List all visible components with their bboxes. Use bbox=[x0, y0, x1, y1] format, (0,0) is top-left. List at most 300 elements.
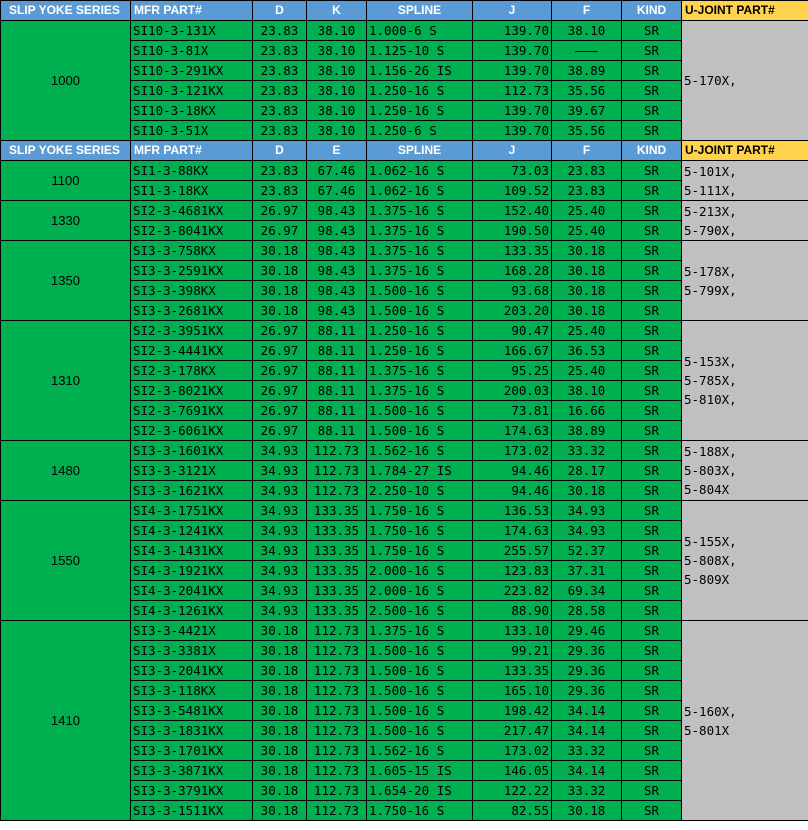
d-cell: 34.93 bbox=[253, 601, 307, 621]
f-cell: 34.14 bbox=[552, 761, 622, 781]
mfr-part-cell: SI1-3-88KX bbox=[131, 161, 253, 181]
k-e-cell: 38.10 bbox=[307, 101, 367, 121]
f-cell: 37.31 bbox=[552, 561, 622, 581]
f-cell: 30.18 bbox=[552, 281, 622, 301]
mfr-part-cell: SI2-3-178KX bbox=[131, 361, 253, 381]
j-cell: 146.05 bbox=[473, 761, 552, 781]
j-cell: 223.82 bbox=[473, 581, 552, 601]
f-cell: 23.83 bbox=[552, 161, 622, 181]
j-cell: 174.63 bbox=[473, 421, 552, 441]
f-cell: 25.40 bbox=[552, 321, 622, 341]
d-cell: 30.18 bbox=[253, 781, 307, 801]
k-e-cell: 112.73 bbox=[307, 441, 367, 461]
j-cell: 88.90 bbox=[473, 601, 552, 621]
kind-cell: SR bbox=[622, 201, 682, 221]
k-e-cell: 133.35 bbox=[307, 541, 367, 561]
d-cell: 23.83 bbox=[253, 121, 307, 141]
table-row bbox=[1, 201, 808, 221]
f-cell: 25.40 bbox=[552, 201, 622, 221]
j-cell: 139.70 bbox=[473, 41, 552, 61]
spline-cell: 1.500-16 S bbox=[367, 281, 473, 301]
mfr-part-cell: SI3-3-118KX bbox=[131, 681, 253, 701]
ujoint-part-number: 5-803X, bbox=[684, 463, 737, 478]
j-cell: 123.83 bbox=[473, 561, 552, 581]
mfr-part-cell: SI4-3-1241KX bbox=[131, 521, 253, 541]
spline-cell: 1.375-16 S bbox=[367, 201, 473, 221]
f-cell: ——— bbox=[552, 41, 622, 61]
spec-table-body bbox=[1, 1, 808, 821]
d-cell: 23.83 bbox=[253, 41, 307, 61]
d-cell: 26.97 bbox=[253, 401, 307, 421]
mfr-part-cell: SI3-3-2041KX bbox=[131, 661, 253, 681]
series-cell: 1410 bbox=[1, 621, 131, 821]
header-kind: KIND bbox=[622, 1, 682, 21]
series-cell: 1350 bbox=[1, 241, 131, 321]
spline-cell: 1.500-16 S bbox=[367, 301, 473, 321]
f-cell: 28.17 bbox=[552, 461, 622, 481]
spline-cell: 1.375-16 S bbox=[367, 361, 473, 381]
ujoint-part-cell bbox=[682, 21, 808, 141]
d-cell: 34.93 bbox=[253, 561, 307, 581]
ujoint-part-cell bbox=[682, 501, 808, 621]
k-e-cell: 38.10 bbox=[307, 41, 367, 61]
mfr-part-cell: SI10-3-131X bbox=[131, 21, 253, 41]
f-cell: 25.40 bbox=[552, 221, 622, 241]
spline-cell: 2.000-16 S bbox=[367, 561, 473, 581]
mfr-part-cell: SI3-3-5481KX bbox=[131, 701, 253, 721]
k-e-cell: 88.11 bbox=[307, 321, 367, 341]
k-e-cell: 133.35 bbox=[307, 601, 367, 621]
j-cell: 217.47 bbox=[473, 721, 552, 741]
f-cell: 34.14 bbox=[552, 721, 622, 741]
d-cell: 26.97 bbox=[253, 201, 307, 221]
kind-cell: SR bbox=[622, 541, 682, 561]
k-e-cell: 133.35 bbox=[307, 581, 367, 601]
ujoint-part-cell bbox=[682, 201, 808, 241]
f-cell: 16.66 bbox=[552, 401, 622, 421]
spline-cell: 1.750-16 S bbox=[367, 541, 473, 561]
kind-cell: SR bbox=[622, 741, 682, 761]
d-cell: 23.83 bbox=[253, 21, 307, 41]
header-mfr-part: MFR PART# bbox=[131, 141, 253, 161]
kind-cell: SR bbox=[622, 441, 682, 461]
ujoint-part-number: 5-801X bbox=[684, 722, 730, 738]
header-f: F bbox=[552, 141, 622, 161]
spline-cell: 1.500-16 S bbox=[367, 661, 473, 681]
ujoint-part-number: 5-178X, bbox=[684, 263, 737, 279]
kind-cell: SR bbox=[622, 561, 682, 581]
ujoint-part-cell bbox=[682, 621, 808, 821]
mfr-part-cell: SI4-3-1431KX bbox=[131, 541, 253, 561]
kind-cell: SR bbox=[622, 421, 682, 441]
spline-cell: 1.000-6 S bbox=[367, 21, 473, 41]
d-cell: 30.18 bbox=[253, 761, 307, 781]
kind-cell: SR bbox=[622, 781, 682, 801]
k-e-cell: 98.43 bbox=[307, 221, 367, 241]
k-e-cell: 88.11 bbox=[307, 341, 367, 361]
kind-cell: SR bbox=[622, 161, 682, 181]
mfr-part-cell: SI4-3-1261KX bbox=[131, 601, 253, 621]
kind-cell: SR bbox=[622, 41, 682, 61]
spline-cell: 1.500-16 S bbox=[367, 701, 473, 721]
spline-cell: 2.500-16 S bbox=[367, 601, 473, 621]
k-e-cell: 112.73 bbox=[307, 761, 367, 781]
k-e-cell: 88.11 bbox=[307, 381, 367, 401]
spline-cell: 1.750-16 S bbox=[367, 501, 473, 521]
table-row bbox=[1, 621, 808, 641]
header-slip-yoke-series: SLIP YOKE SERIES bbox=[1, 141, 131, 161]
mfr-part-cell: SI3-3-758KX bbox=[131, 241, 253, 261]
ujoint-part-cell bbox=[682, 161, 808, 201]
k-e-cell: 98.43 bbox=[307, 261, 367, 281]
kind-cell: SR bbox=[622, 241, 682, 261]
kind-cell: SR bbox=[622, 801, 682, 821]
kind-cell: SR bbox=[622, 461, 682, 481]
mfr-part-cell: SI2-3-6061KX bbox=[131, 421, 253, 441]
kind-cell: SR bbox=[622, 181, 682, 201]
header-kind: KIND bbox=[622, 141, 682, 161]
d-cell: 26.97 bbox=[253, 381, 307, 401]
table-row bbox=[1, 21, 808, 41]
k-e-cell: 112.73 bbox=[307, 461, 367, 481]
d-cell: 26.97 bbox=[253, 321, 307, 341]
f-cell: 30.18 bbox=[552, 801, 622, 821]
header-j: J bbox=[473, 141, 552, 161]
k-e-cell: 133.35 bbox=[307, 561, 367, 581]
header-k-e: K bbox=[307, 1, 367, 21]
spline-cell: 1.375-16 S bbox=[367, 621, 473, 641]
j-cell: 73.81 bbox=[473, 401, 552, 421]
table-row bbox=[1, 321, 808, 341]
kind-cell: SR bbox=[622, 481, 682, 501]
mfr-part-cell: SI3-3-3381X bbox=[131, 641, 253, 661]
ujoint-part-number: 5-790X, bbox=[684, 222, 737, 238]
kind-cell: SR bbox=[622, 221, 682, 241]
j-cell: 94.46 bbox=[473, 461, 552, 481]
table-row bbox=[1, 241, 808, 261]
spline-cell: 1.562-16 S bbox=[367, 741, 473, 761]
mfr-part-cell: SI2-3-4441KX bbox=[131, 341, 253, 361]
ujoint-part-number: 5-188X, bbox=[684, 444, 737, 459]
spline-cell: 1.156-26 IS bbox=[367, 61, 473, 81]
ujoint-part-cell bbox=[682, 441, 808, 501]
d-cell: 30.18 bbox=[253, 741, 307, 761]
f-cell: 38.10 bbox=[552, 21, 622, 41]
kind-cell: SR bbox=[622, 361, 682, 381]
d-cell: 30.18 bbox=[253, 661, 307, 681]
spline-cell: 1.250-16 S bbox=[367, 81, 473, 101]
series-cell: 1550 bbox=[1, 501, 131, 621]
d-cell: 34.93 bbox=[253, 481, 307, 501]
kind-cell: SR bbox=[622, 401, 682, 421]
k-e-cell: 112.73 bbox=[307, 721, 367, 741]
spline-cell: 1.750-16 S bbox=[367, 521, 473, 541]
d-cell: 23.83 bbox=[253, 161, 307, 181]
f-cell: 30.18 bbox=[552, 481, 622, 501]
mfr-part-cell: SI2-3-7691KX bbox=[131, 401, 253, 421]
mfr-part-cell: SI3-3-3121X bbox=[131, 461, 253, 481]
kind-cell: SR bbox=[622, 601, 682, 621]
ujoint-part-number: 5-155X, bbox=[684, 534, 737, 549]
j-cell: 99.21 bbox=[473, 641, 552, 661]
mfr-part-cell: SI10-3-121KX bbox=[131, 81, 253, 101]
j-cell: 190.50 bbox=[473, 221, 552, 241]
k-e-cell: 98.43 bbox=[307, 281, 367, 301]
d-cell: 30.18 bbox=[253, 241, 307, 261]
spline-cell: 1.500-16 S bbox=[367, 721, 473, 741]
f-cell: 36.53 bbox=[552, 341, 622, 361]
mfr-part-cell: SI4-3-1751KX bbox=[131, 501, 253, 521]
d-cell: 30.18 bbox=[253, 621, 307, 641]
d-cell: 30.18 bbox=[253, 801, 307, 821]
kind-cell: SR bbox=[622, 721, 682, 741]
header-row bbox=[1, 1, 808, 21]
j-cell: 165.10 bbox=[473, 681, 552, 701]
ujoint-part-cell bbox=[682, 321, 808, 441]
d-cell: 34.93 bbox=[253, 461, 307, 481]
f-cell: 29.36 bbox=[552, 641, 622, 661]
f-cell: 23.83 bbox=[552, 181, 622, 201]
spline-cell: 2.250-10 S bbox=[367, 481, 473, 501]
mfr-part-cell: SI3-3-1701KX bbox=[131, 741, 253, 761]
d-cell: 23.83 bbox=[253, 81, 307, 101]
j-cell: 139.70 bbox=[473, 121, 552, 141]
j-cell: 152.40 bbox=[473, 201, 552, 221]
j-cell: 112.73 bbox=[473, 81, 552, 101]
d-cell: 30.18 bbox=[253, 281, 307, 301]
mfr-part-cell: SI3-3-1621KX bbox=[131, 481, 253, 501]
ujoint-part-number: 5-799X, bbox=[684, 282, 737, 298]
k-e-cell: 67.46 bbox=[307, 181, 367, 201]
mfr-part-cell: SI2-3-8041KX bbox=[131, 221, 253, 241]
spline-cell: 1.250-16 S bbox=[367, 321, 473, 341]
kind-cell: SR bbox=[622, 761, 682, 781]
mfr-part-cell: SI4-3-2041KX bbox=[131, 581, 253, 601]
k-e-cell: 98.43 bbox=[307, 241, 367, 261]
ujoint-part-number: 5-810X, bbox=[684, 392, 737, 407]
series-cell: 1000 bbox=[1, 21, 131, 141]
k-e-cell: 38.10 bbox=[307, 21, 367, 41]
f-cell: 35.56 bbox=[552, 81, 622, 101]
kind-cell: SR bbox=[622, 321, 682, 341]
kind-cell: SR bbox=[622, 121, 682, 141]
spline-cell: 1.250-6 S bbox=[367, 121, 473, 141]
f-cell: 30.18 bbox=[552, 261, 622, 281]
j-cell: 133.35 bbox=[473, 241, 552, 261]
f-cell: 34.14 bbox=[552, 701, 622, 721]
ujoint-part-number: 5-785X, bbox=[684, 373, 737, 388]
k-e-cell: 38.10 bbox=[307, 121, 367, 141]
header-spline: SPLINE bbox=[367, 1, 473, 21]
spline-cell: 1.750-16 S bbox=[367, 801, 473, 821]
kind-cell: SR bbox=[622, 581, 682, 601]
spline-cell: 1.500-16 S bbox=[367, 681, 473, 701]
header-spline: SPLINE bbox=[367, 141, 473, 161]
kind-cell: SR bbox=[622, 301, 682, 321]
kind-cell: SR bbox=[622, 621, 682, 641]
kind-cell: SR bbox=[622, 661, 682, 681]
mfr-part-cell: SI3-3-3871KX bbox=[131, 761, 253, 781]
ujoint-part-number: 5-804X bbox=[684, 482, 730, 497]
mfr-part-cell: SI10-3-18KX bbox=[131, 101, 253, 121]
j-cell: 203.20 bbox=[473, 301, 552, 321]
spline-cell: 1.500-16 S bbox=[367, 421, 473, 441]
spline-cell: 1.375-16 S bbox=[367, 241, 473, 261]
mfr-part-cell: SI3-3-398KX bbox=[131, 281, 253, 301]
mfr-part-cell: SI4-3-1921KX bbox=[131, 561, 253, 581]
spline-cell: 1.125-10 S bbox=[367, 41, 473, 61]
k-e-cell: 98.43 bbox=[307, 201, 367, 221]
f-cell: 52.37 bbox=[552, 541, 622, 561]
k-e-cell: 112.73 bbox=[307, 681, 367, 701]
f-cell: 33.32 bbox=[552, 781, 622, 801]
j-cell: 73.03 bbox=[473, 161, 552, 181]
d-cell: 26.97 bbox=[253, 361, 307, 381]
j-cell: 136.53 bbox=[473, 501, 552, 521]
spline-cell: 1.375-16 S bbox=[367, 381, 473, 401]
mfr-part-cell: SI3-3-3791KX bbox=[131, 781, 253, 801]
mfr-part-cell: SI3-3-2591KX bbox=[131, 261, 253, 281]
header-d: D bbox=[253, 1, 307, 21]
j-cell: 139.70 bbox=[473, 101, 552, 121]
spline-cell: 1.654-20 IS bbox=[367, 781, 473, 801]
f-cell: 30.18 bbox=[552, 301, 622, 321]
f-cell: 25.40 bbox=[552, 361, 622, 381]
k-e-cell: 133.35 bbox=[307, 521, 367, 541]
j-cell: 82.55 bbox=[473, 801, 552, 821]
f-cell: 29.36 bbox=[552, 681, 622, 701]
table-row bbox=[1, 161, 808, 181]
header-ujoint-part: U-JOINT PART# bbox=[682, 141, 808, 161]
f-cell: 28.58 bbox=[552, 601, 622, 621]
f-cell: 69.34 bbox=[552, 581, 622, 601]
d-cell: 30.18 bbox=[253, 261, 307, 281]
kind-cell: SR bbox=[622, 61, 682, 81]
kind-cell: SR bbox=[622, 281, 682, 301]
ujoint-part-number: 5-160X, bbox=[684, 703, 737, 719]
d-cell: 30.18 bbox=[253, 721, 307, 741]
d-cell: 26.97 bbox=[253, 341, 307, 361]
d-cell: 34.93 bbox=[253, 441, 307, 461]
k-e-cell: 112.73 bbox=[307, 481, 367, 501]
d-cell: 34.93 bbox=[253, 541, 307, 561]
mfr-part-cell: SI3-3-2681KX bbox=[131, 301, 253, 321]
kind-cell: SR bbox=[622, 341, 682, 361]
j-cell: 93.68 bbox=[473, 281, 552, 301]
mfr-part-cell: SI3-3-1511KX bbox=[131, 801, 253, 821]
header-j: J bbox=[473, 1, 552, 21]
f-cell: 33.32 bbox=[552, 741, 622, 761]
series-cell: 1330 bbox=[1, 201, 131, 241]
f-cell: 38.89 bbox=[552, 61, 622, 81]
spline-cell: 1.250-16 S bbox=[367, 101, 473, 121]
spline-cell: 1.375-16 S bbox=[367, 261, 473, 281]
kind-cell: SR bbox=[622, 101, 682, 121]
spline-cell: 1.562-16 S bbox=[367, 441, 473, 461]
mfr-part-cell: SI3-3-4421X bbox=[131, 621, 253, 641]
f-cell: 34.93 bbox=[552, 501, 622, 521]
j-cell: 173.02 bbox=[473, 441, 552, 461]
j-cell: 133.10 bbox=[473, 621, 552, 641]
j-cell: 174.63 bbox=[473, 521, 552, 541]
kind-cell: SR bbox=[622, 521, 682, 541]
kind-cell: SR bbox=[622, 81, 682, 101]
table-row bbox=[1, 441, 808, 461]
mfr-part-cell: SI1-3-18KX bbox=[131, 181, 253, 201]
spline-cell: 1.062-16 S bbox=[367, 161, 473, 181]
kind-cell: SR bbox=[622, 701, 682, 721]
f-cell: 30.18 bbox=[552, 241, 622, 261]
spline-cell: 1.500-16 S bbox=[367, 401, 473, 421]
f-cell: 35.56 bbox=[552, 121, 622, 141]
d-cell: 34.93 bbox=[253, 581, 307, 601]
k-e-cell: 112.73 bbox=[307, 641, 367, 661]
k-e-cell: 38.10 bbox=[307, 61, 367, 81]
j-cell: 95.25 bbox=[473, 361, 552, 381]
k-e-cell: 112.73 bbox=[307, 701, 367, 721]
f-cell: 33.32 bbox=[552, 441, 622, 461]
ujoint-part-number: 5-809X bbox=[684, 572, 730, 587]
kind-cell: SR bbox=[622, 381, 682, 401]
d-cell: 26.97 bbox=[253, 421, 307, 441]
ujoint-part-number: 5-213X, bbox=[684, 203, 737, 219]
j-cell: 198.42 bbox=[473, 701, 552, 721]
d-cell: 30.18 bbox=[253, 701, 307, 721]
j-cell: 90.47 bbox=[473, 321, 552, 341]
j-cell: 133.35 bbox=[473, 661, 552, 681]
j-cell: 200.03 bbox=[473, 381, 552, 401]
kind-cell: SR bbox=[622, 501, 682, 521]
j-cell: 122.22 bbox=[473, 781, 552, 801]
spline-cell: 1.500-16 S bbox=[367, 641, 473, 661]
j-cell: 139.70 bbox=[473, 61, 552, 81]
d-cell: 30.18 bbox=[253, 681, 307, 701]
spline-cell: 1.250-16 S bbox=[367, 341, 473, 361]
k-e-cell: 112.73 bbox=[307, 781, 367, 801]
d-cell: 23.83 bbox=[253, 61, 307, 81]
header-slip-yoke-series: SLIP YOKE SERIES bbox=[1, 1, 131, 21]
ujoint-part-number: 5-808X, bbox=[684, 553, 737, 568]
series-cell: 1100 bbox=[1, 161, 131, 201]
mfr-part-cell: SI10-3-51X bbox=[131, 121, 253, 141]
k-e-cell: 88.11 bbox=[307, 361, 367, 381]
kind-cell: SR bbox=[622, 681, 682, 701]
f-cell: 29.36 bbox=[552, 661, 622, 681]
header-k-e: E bbox=[307, 141, 367, 161]
j-cell: 166.67 bbox=[473, 341, 552, 361]
j-cell: 139.70 bbox=[473, 21, 552, 41]
spline-cell: 1.605-15 IS bbox=[367, 761, 473, 781]
header-d: D bbox=[253, 141, 307, 161]
k-e-cell: 112.73 bbox=[307, 801, 367, 821]
kind-cell: SR bbox=[622, 261, 682, 281]
d-cell: 30.18 bbox=[253, 301, 307, 321]
ujoint-part-cell bbox=[682, 241, 808, 321]
f-cell: 29.46 bbox=[552, 621, 622, 641]
f-cell: 38.89 bbox=[552, 421, 622, 441]
d-cell: 23.83 bbox=[253, 181, 307, 201]
j-cell: 255.57 bbox=[473, 541, 552, 561]
k-e-cell: 112.73 bbox=[307, 741, 367, 761]
header-mfr-part: MFR PART# bbox=[131, 1, 253, 21]
header-ujoint-part: U-JOINT PART# bbox=[682, 1, 808, 21]
mfr-part-cell: SI3-3-1601KX bbox=[131, 441, 253, 461]
spline-cell: 1.784-27 IS bbox=[367, 461, 473, 481]
k-e-cell: 112.73 bbox=[307, 621, 367, 641]
ujoint-part-number: 5-101X, bbox=[684, 163, 737, 179]
d-cell: 26.97 bbox=[253, 221, 307, 241]
ujoint-part-number: 5-153X, bbox=[684, 354, 737, 369]
